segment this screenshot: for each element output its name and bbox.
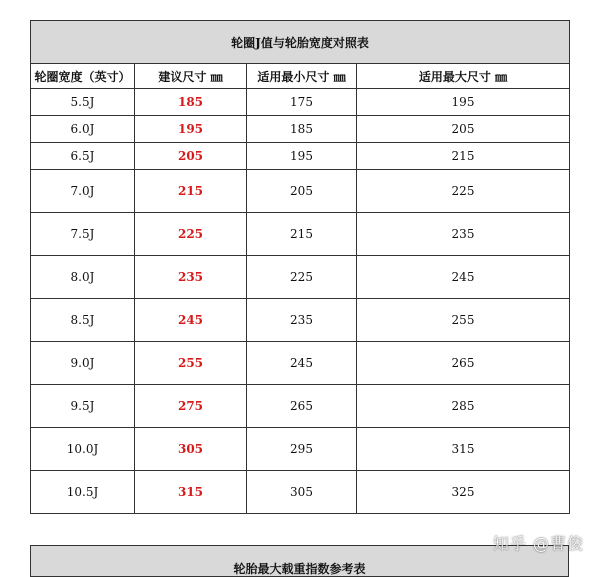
rim-cell: 10.5J <box>31 471 135 514</box>
recommended-cell: 275 <box>135 385 247 428</box>
min-cell: 305 <box>247 471 357 514</box>
table-title: 轮圈J值与轮胎宽度对照表 <box>31 21 570 64</box>
max-cell: 245 <box>357 256 570 299</box>
table-row <box>31 256 570 299</box>
min-cell: 225 <box>247 256 357 299</box>
header-rim-width: 轮圈宽度（英寸） <box>31 64 135 89</box>
recommended-cell: 205 <box>135 143 247 170</box>
rim-cell: 6.0J <box>31 116 135 143</box>
max-cell: 215 <box>357 143 570 170</box>
max-cell: 255 <box>357 299 570 342</box>
max-cell: 225 <box>357 170 570 213</box>
rim-cell: 9.0J <box>31 342 135 385</box>
min-cell: 195 <box>247 143 357 170</box>
recommended-cell: 315 <box>135 471 247 514</box>
max-cell: 205 <box>357 116 570 143</box>
rim-cell: 10.0J <box>31 428 135 471</box>
min-cell: 215 <box>247 213 357 256</box>
table-row <box>31 89 570 116</box>
min-cell: 235 <box>247 299 357 342</box>
header-min-size: 适用最小尺寸 ㎜ <box>247 64 357 89</box>
recommended-cell: 215 <box>135 170 247 213</box>
recommended-cell: 185 <box>135 89 247 116</box>
table-row <box>31 143 570 170</box>
load-index-table-title: 轮胎最大载重指数参考表 <box>233 562 366 576</box>
rim-cell: 5.5J <box>31 89 135 116</box>
min-cell: 265 <box>247 385 357 428</box>
rim-cell: 9.5J <box>31 385 135 428</box>
load-index-table-header <box>30 545 569 577</box>
table-row <box>31 116 570 143</box>
rim-cell: 8.5J <box>31 299 135 342</box>
min-cell: 205 <box>247 170 357 213</box>
rim-cell: 7.5J <box>31 213 135 256</box>
min-cell: 185 <box>247 116 357 143</box>
rim-tire-width-table <box>30 20 570 514</box>
header-recommended-size: 建议尺寸 ㎜ <box>135 64 247 89</box>
table-row <box>31 471 570 514</box>
table-row <box>31 213 570 256</box>
table-row <box>31 428 570 471</box>
table-row <box>31 170 570 213</box>
max-cell: 195 <box>357 89 570 116</box>
table-header-row <box>31 64 570 89</box>
min-cell: 245 <box>247 342 357 385</box>
recommended-cell: 195 <box>135 116 247 143</box>
max-cell: 315 <box>357 428 570 471</box>
min-cell: 295 <box>247 428 357 471</box>
max-cell: 265 <box>357 342 570 385</box>
recommended-cell: 255 <box>135 342 247 385</box>
table-row <box>31 299 570 342</box>
watermark: 知乎 @曹俊 <box>492 534 584 553</box>
recommended-cell: 305 <box>135 428 247 471</box>
max-cell: 285 <box>357 385 570 428</box>
table-title-row <box>31 21 570 64</box>
rim-cell: 7.0J <box>31 170 135 213</box>
recommended-cell: 245 <box>135 299 247 342</box>
rim-cell: 6.5J <box>31 143 135 170</box>
table-row <box>31 385 570 428</box>
recommended-cell: 235 <box>135 256 247 299</box>
max-cell: 325 <box>357 471 570 514</box>
header-max-size: 适用最大尺寸 ㎜ <box>357 64 570 89</box>
min-cell: 175 <box>247 89 357 116</box>
recommended-cell: 225 <box>135 213 247 256</box>
max-cell: 235 <box>357 213 570 256</box>
rim-cell: 8.0J <box>31 256 135 299</box>
table-row <box>31 342 570 385</box>
